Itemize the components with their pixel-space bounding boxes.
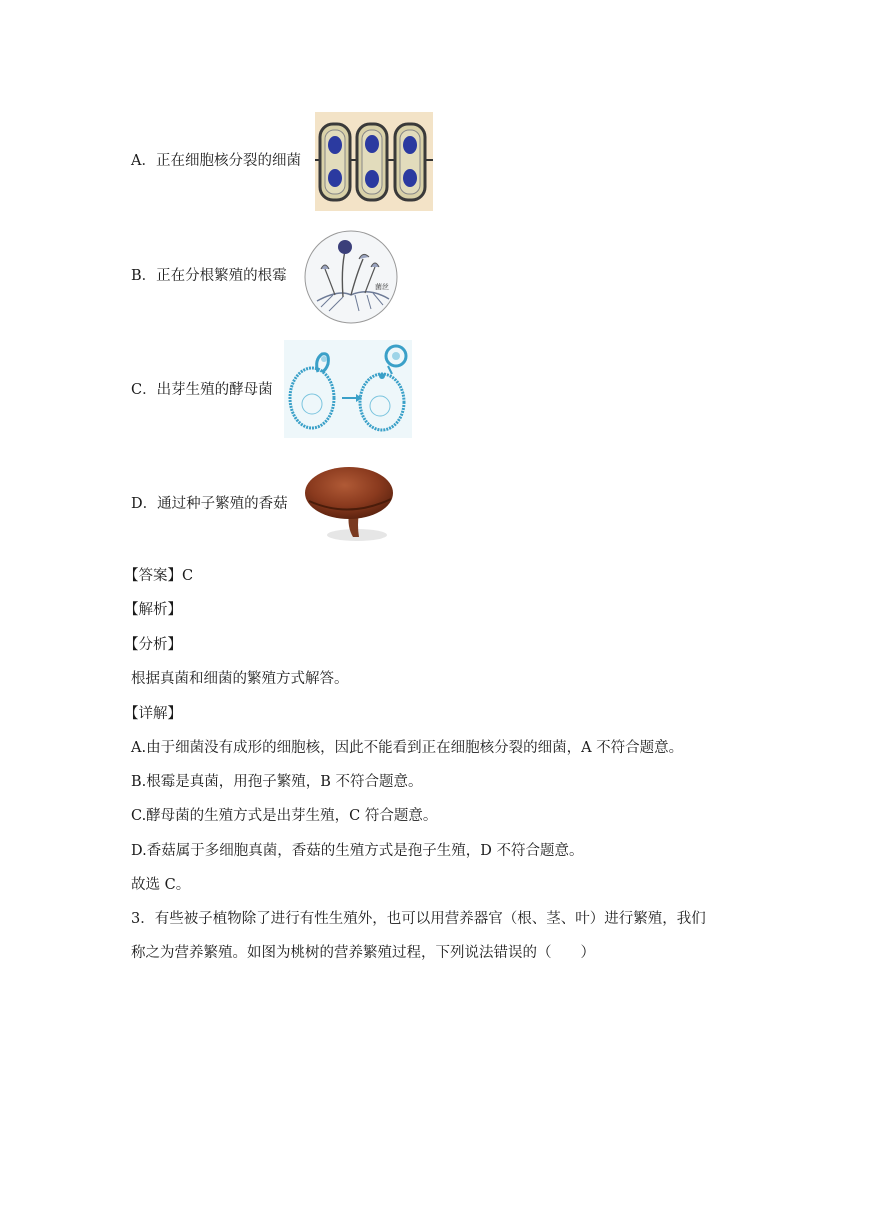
- bacteria-image: [315, 112, 433, 211]
- fenxi-text: 根据真菌和细菌的繁殖方式解答。: [131, 671, 349, 687]
- option-d-label: D．通过种子繁殖的香菇: [131, 496, 288, 512]
- detail-d: D.香菇属于多细胞真菌，香菇的生殖方式是孢子生殖，D 不符合题意。: [131, 843, 584, 859]
- answer-line: 【答案】C: [124, 568, 194, 584]
- option-a-label: A．正在细胞核分裂的细菌: [131, 153, 301, 169]
- rhizopus-image: [299, 229, 403, 325]
- yeast-budding-image: [284, 340, 412, 438]
- hyphae-label: 菌丝: [375, 283, 389, 291]
- fenxi-heading: 【分析】: [124, 637, 182, 653]
- analysis-heading: 【解析】: [124, 602, 182, 618]
- option-b-label: B．正在分根繁殖的根霉: [131, 268, 287, 284]
- mushroom-image: [301, 457, 399, 549]
- question-3-line-2: 称之为营养繁殖。如图为桃树的营养繁殖过程，下列说法错误的（ ）: [131, 945, 595, 961]
- detail-c: C.酵母菌的生殖方式是出芽生殖，C 符合题意。: [131, 808, 438, 824]
- detail-b: B.根霉是真菌，用孢子繁殖，B 不符合题意。: [131, 774, 423, 790]
- detail-a: A.由于细菌没有成形的细胞核，因此不能看到正在细胞核分裂的细菌，A 不符合题意。: [131, 740, 684, 756]
- option-c-label: C．出芽生殖的酵母菌: [131, 382, 273, 398]
- question-3-line-1: 3．有些被子植物除了进行有性生殖外，也可以用营养器官（根、茎、叶）进行繁殖，我们: [131, 911, 706, 927]
- conclusion: 故选 C。: [131, 877, 191, 893]
- detail-heading: 【详解】: [124, 706, 182, 722]
